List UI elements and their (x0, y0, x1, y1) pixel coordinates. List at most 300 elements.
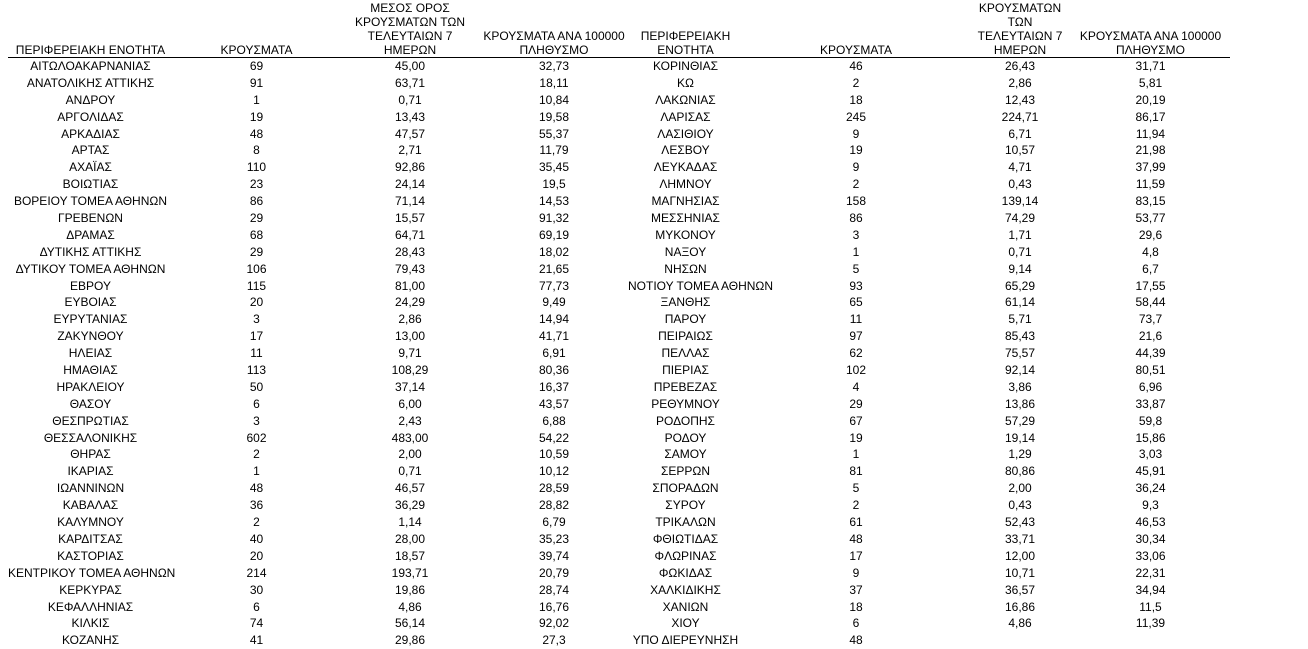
cell-per100k: 53,77 (1135, 211, 1166, 226)
cell-per100k: 55,37 (538, 126, 570, 141)
cell-per100k: 28,74 (538, 582, 570, 597)
cell-per100k: 6,91 (542, 346, 566, 361)
cell-avg7: 2,00 (1008, 481, 1032, 496)
table-row (8, 497, 628, 514)
cell-per100k: 77,73 (538, 278, 570, 293)
cell-region: ΤΡΙΚΑΛΩΝ (655, 515, 716, 530)
cell-per100k: 45,91 (1135, 464, 1166, 479)
table-row (8, 396, 628, 413)
table-row (628, 531, 1230, 548)
cell-cases: 2 (852, 498, 860, 513)
cell-region: ΠΕΛΛΑΣ (661, 346, 710, 361)
cell-per100k: 20,79 (538, 565, 570, 580)
cell-per100k: 5,81 (1138, 75, 1163, 90)
cell-region: ΙΩΑΝΝΙΝΩΝ (56, 481, 125, 496)
cell-region: ΣΠΟΡΑΔΩΝ (652, 481, 719, 496)
cell-per100k: 15,86 (1135, 430, 1166, 445)
cell-avg7: 6,71 (1008, 126, 1032, 141)
cell-cases: 1 (852, 244, 860, 259)
cell-region: ΒΟΡΕΙΟΥ ΤΟΜΕΑ ΑΘΗΝΩΝ (13, 194, 168, 209)
table-row (628, 227, 1230, 244)
cell-per100k: 80,51 (1135, 363, 1166, 378)
cell-per100k: 6,88 (542, 413, 566, 428)
cell-avg7: 13,86 (1004, 396, 1036, 411)
cell-avg7: 33,71 (1004, 531, 1036, 546)
cell-avg7: 1,14 (398, 515, 422, 530)
table-row (628, 294, 1230, 311)
cell-per100k: 10,59 (538, 447, 570, 462)
table-row (8, 379, 628, 396)
cell-region: ΡΟΔΟΥ (664, 430, 707, 445)
cell-region: ΠΑΡΟΥ (664, 312, 707, 327)
cell-region: ΓΡΕΒΕΝΩΝ (58, 211, 123, 226)
cell-region: ΔΡΑΜΑΣ (66, 227, 115, 242)
table-row (8, 328, 628, 345)
table-row (8, 193, 628, 210)
table-row (628, 193, 1230, 210)
table-row (628, 463, 1230, 480)
header-cases: ΚΡΟΥΣΜΑΤΑ (820, 43, 892, 57)
table-row (628, 548, 1230, 565)
table-row (628, 565, 1230, 582)
cell-region: ΒΟΙΩΤΙΑΣ (62, 177, 119, 192)
cell-per100k: 36,24 (1135, 481, 1166, 496)
cell-avg7: 61,14 (1004, 295, 1036, 310)
cell-avg7: 1,29 (1008, 447, 1032, 462)
cell-avg7: 139,14 (1001, 194, 1039, 209)
table-row (8, 463, 628, 480)
cell-region: ΡΕΘΥΜΝΟΥ (651, 396, 720, 411)
table-row (8, 159, 628, 176)
cell-avg7: 36,29 (394, 498, 426, 513)
header-region: ΠΕΡΙΦΕΡΕΙΑΚΗ ΕΝΟΤΗΤΑ (15, 43, 166, 57)
cell-cases: 86 (249, 194, 264, 209)
table-row (8, 514, 628, 531)
cell-cases: 93 (849, 278, 863, 293)
cell-cases: 19 (849, 430, 863, 445)
cell-cases: 41 (249, 633, 264, 648)
cell-region: ΙΚΑΡΙΑΣ (67, 464, 114, 479)
cell-per100k: 16,37 (538, 379, 570, 394)
cell-cases: 2 (852, 177, 860, 192)
table-row (628, 396, 1230, 413)
cell-region: ΑΡΤΑΣ (71, 143, 110, 158)
cell-avg7: 63,71 (394, 75, 426, 90)
cell-region: ΦΘΙΩΤΙΔΑΣ (652, 531, 719, 546)
table-row (628, 632, 1230, 649)
cell-avg7: 193,71 (391, 565, 429, 580)
table-row (8, 531, 628, 548)
cell-avg7: 0,71 (398, 464, 422, 479)
cell-cases: 3 (852, 227, 860, 242)
cell-per100k: 11,5 (1139, 599, 1162, 614)
table-row (628, 159, 1230, 176)
cell-per100k: 46,53 (1135, 515, 1166, 530)
cell-region: ΑΡΚΑΔΙΑΣ (61, 126, 120, 141)
cell-region: ΚΑΛΥΜΝΟΥ (57, 515, 124, 530)
cell-region: ΝΗΣΩΝ (664, 261, 707, 276)
cell-per100k: 11,79 (539, 143, 569, 158)
table-row (628, 497, 1230, 514)
cell-cases: 29 (249, 211, 264, 226)
cell-region: ΛΗΜΝΟΥ (659, 177, 712, 192)
header-per100k: ΚΡΟΥΣΜΑΤΑ ΑΝΑ 100000 ΠΛΗΘΥΣΜΟ (1079, 29, 1222, 57)
cell-avg7: 57,29 (1004, 413, 1036, 428)
cell-avg7: 9,71 (398, 346, 422, 361)
cell-cases: 48 (249, 481, 264, 496)
cell-per100k: 35,23 (538, 531, 570, 546)
cell-region: ΕΒΡΟΥ (70, 278, 111, 293)
table-row (628, 142, 1230, 159)
cell-per100k: 21,65 (538, 261, 570, 276)
cell-avg7: 75,57 (1004, 346, 1036, 361)
table-row (628, 480, 1230, 497)
cell-per100k: 73,7 (1138, 312, 1163, 327)
cell-avg7: 13,43 (394, 109, 426, 124)
table-body (8, 58, 628, 649)
cell-avg7: 4,86 (398, 599, 422, 614)
cell-region: ΗΡΑΚΛΕΙΟΥ (56, 379, 125, 394)
cell-per100k: 21,98 (1135, 143, 1166, 158)
table-row (628, 514, 1230, 531)
cell-per100k: 18,02 (538, 244, 570, 259)
cell-cases: 2 (852, 75, 860, 90)
cell-cases: 5 (852, 481, 860, 496)
cell-cases: 115 (246, 278, 267, 293)
cell-avg7: 5,71 (1008, 312, 1032, 327)
cell-cases: 11 (250, 346, 263, 361)
cell-per100k: 6,96 (1138, 379, 1163, 394)
cell-cases: 48 (849, 633, 863, 648)
cell-avg7: 65,29 (1004, 278, 1036, 293)
cell-avg7: 45,00 (394, 59, 426, 73)
right-table (628, 1, 1230, 649)
table-row (8, 176, 628, 193)
cell-cases: 48 (249, 126, 264, 141)
cell-avg7: 71,14 (394, 194, 426, 209)
cell-region: ΘΑΣΟΥ (69, 396, 112, 411)
header-per100k: ΚΡΟΥΣΜΑΤΑ ΑΝΑ 100000 ΠΛΗΘΥΣΜΟ (483, 29, 625, 57)
cell-avg7 (969, 632, 1071, 649)
cell-cases: 46 (849, 59, 863, 73)
cell-cases: 20 (249, 548, 264, 563)
cell-avg7: 28,00 (394, 531, 426, 546)
cell-avg7: 19,14 (1004, 430, 1036, 445)
cell-region: ΘΗΡΑΣ (70, 447, 111, 462)
cell-region: ΝΟΤΙΟΥ ΤΟΜΕΑ ΑΘΗΝΩΝ (628, 278, 774, 293)
table-row (628, 278, 1230, 295)
table-row (8, 294, 628, 311)
table-row (8, 126, 628, 143)
cell-region: ΜΥΚΟΝΟΥ (655, 227, 716, 242)
cell-avg7: 6,00 (398, 396, 422, 411)
table-row (8, 109, 628, 126)
table-row (8, 480, 628, 497)
cell-avg7: 0,71 (1008, 244, 1032, 259)
cell-cases: 29 (249, 244, 264, 259)
cell-cases: 9 (852, 565, 860, 580)
cell-cases: 37 (849, 582, 863, 597)
cell-per100k: 6,7 (1142, 261, 1159, 276)
cell-avg7: 26,43 (1004, 59, 1036, 73)
cell-per100k: 37,99 (1135, 160, 1166, 175)
cell-avg7: 74,29 (1004, 211, 1036, 226)
cell-avg7: 2,00 (398, 447, 422, 462)
cell-region: ΧΙΟΥ (671, 616, 700, 631)
table-row (628, 345, 1230, 362)
cell-cases: 5 (852, 261, 860, 276)
cell-per100k: 21,6 (1138, 329, 1163, 344)
cell-region: ΚΙΛΚΙΣ (71, 616, 110, 631)
table-row (8, 75, 628, 92)
cell-region: ΚΕΡΚΥΡΑΣ (59, 582, 122, 597)
cell-per100k: 28,59 (538, 481, 570, 496)
cell-cases: 6 (253, 599, 260, 614)
table-row (8, 210, 628, 227)
cell-avg7: 29,86 (394, 633, 426, 648)
cell-cases: 61 (849, 515, 863, 530)
table-row (628, 599, 1230, 616)
cell-region: ΕΥΒΟΙΑΣ (64, 295, 117, 310)
cell-per100k: 31,71 (1135, 59, 1166, 73)
cell-cases: 602 (246, 430, 267, 445)
table-row (8, 278, 628, 295)
cell-avg7: 13,00 (394, 329, 426, 344)
cell-cases: 3 (253, 312, 260, 327)
cell-per100k: 9,49 (542, 295, 566, 310)
cell-per100k: 29,6 (1138, 227, 1163, 242)
table-row (8, 615, 628, 632)
cell-cases: 106 (246, 261, 267, 276)
cell-avg7: 24,29 (394, 295, 426, 310)
cell-per100k: 69,19 (538, 227, 570, 242)
cell-region: ΑΙΤΩΛΟΑΚΑΡΝΑΝΙΑΣ (30, 59, 151, 73)
cell-avg7: 24,14 (394, 177, 426, 192)
cell-region: ΚΩ (677, 75, 694, 90)
cell-cases: 97 (849, 329, 863, 344)
cell-region: ΡΟΔΟΠΗΣ (656, 413, 715, 428)
cell-per100k: 11,59 (1135, 177, 1166, 192)
cell-region: ΜΑΓΝΗΣΙΑΣ (651, 194, 720, 209)
cell-avg7: 16,86 (1004, 599, 1036, 614)
cell-avg7: 36,57 (1004, 582, 1036, 597)
cell-per100k: 91,32 (538, 211, 570, 226)
cell-per100k: 32,73 (538, 59, 570, 73)
cell-cases: 36 (249, 498, 264, 513)
table-row (8, 345, 628, 362)
table-row (628, 261, 1230, 278)
table-row (628, 75, 1230, 92)
cell-region: ΣΥΡΟΥ (665, 498, 706, 513)
cell-per100k: 59,8 (1138, 413, 1163, 428)
cell-cases: 245 (845, 109, 867, 124)
cell-region: ΜΕΣΣΗΝΙΑΣ (651, 211, 720, 226)
cell-region: ΥΠΟ ΔΙΕΡΕΥΝΗΣΗ (632, 633, 739, 648)
table-header (628, 1, 1230, 58)
cell-cases: 17 (249, 329, 264, 344)
table-row (8, 413, 628, 430)
cell-avg7: 12,43 (1004, 92, 1036, 107)
table-row (628, 430, 1230, 447)
table-row (628, 615, 1230, 632)
cell-cases: 62 (849, 346, 863, 361)
cell-cases: 1 (852, 447, 860, 462)
header-region: ΠΕΡΙΦΕΡΕΙΑΚΗ ΕΝΟΤΗΤΑ (640, 29, 731, 57)
cell-cases: 102 (845, 363, 867, 378)
table-row (8, 58, 628, 75)
cell-avg7: 81,00 (394, 278, 426, 293)
cell-region: ΣΕΡΡΩΝ (660, 464, 711, 479)
cell-region: ΖΑΚΥΝΘΟΥ (57, 329, 124, 344)
cell-avg7: 56,14 (394, 616, 426, 631)
cell-per100k: 14,53 (538, 194, 570, 209)
cell-cases: 19 (249, 109, 264, 124)
cell-cases: 23 (249, 177, 264, 192)
cell-cases: 158 (845, 194, 867, 209)
cell-region: ΔΥΤΙΚΟΥ ΤΟΜΕΑ ΑΘΗΝΩΝ (15, 261, 166, 276)
cell-avg7: 37,14 (394, 379, 426, 394)
cell-cases: 65 (849, 295, 863, 310)
cell-avg7: 0,43 (1008, 498, 1032, 513)
cell-cases: 17 (849, 548, 863, 563)
cell-region: ΚΕΦΑΛΛΗΝΙΑΣ (47, 599, 134, 614)
cell-per100k: 4,8 (1142, 244, 1159, 259)
cell-region: ΚΟΖΑΝΗΣ (61, 633, 120, 648)
table-row (8, 244, 628, 261)
cell-cases: 68 (249, 227, 264, 242)
cell-region: ΗΜΑΘΙΑΣ (63, 363, 118, 378)
cell-per100k: 41,71 (538, 329, 570, 344)
cell-cases: 67 (849, 413, 863, 428)
table-row (628, 413, 1230, 430)
cell-avg7: 224,71 (1001, 109, 1039, 124)
cell-region: ΠΕΙΡΑΙΩΣ (658, 329, 713, 344)
cell-per100k: 35,45 (538, 160, 570, 175)
table-row (628, 58, 1230, 75)
cell-region: ΛΑΡΙΣΑΣ (660, 109, 711, 124)
cell-avg7: 47,57 (394, 126, 426, 141)
cell-cases: 11 (849, 312, 863, 327)
cell-cases: 2 (253, 515, 260, 530)
cell-cases: 4 (852, 379, 860, 394)
table-row (8, 446, 628, 463)
cell-per100k: 33,87 (1135, 396, 1166, 411)
cell-avg7: 1,71 (1008, 227, 1032, 242)
table-row (8, 632, 628, 649)
cell-avg7: 52,43 (1004, 515, 1036, 530)
cell-region: ΛΕΥΚΑΔΑΣ (653, 160, 718, 175)
cell-avg7: 19,86 (394, 582, 426, 597)
cell-region: ΚΟΡΙΝΘΙΑΣ (652, 59, 719, 73)
cell-cases: 91 (249, 75, 264, 90)
cell-cases: 1 (253, 92, 260, 107)
cell-cases: 19 (849, 143, 863, 158)
cell-avg7: 2,86 (1008, 75, 1032, 90)
header-cases: ΚΡΟΥΣΜΑΤΑ (220, 43, 293, 57)
cell-region: ΚΑΣΤΟΡΙΑΣ (57, 548, 124, 563)
table-row (628, 126, 1230, 143)
cell-per100k: 6,79 (542, 515, 566, 530)
cell-avg7: 15,57 (394, 211, 426, 226)
table-row (628, 582, 1230, 599)
cell-cases: 113 (246, 363, 267, 378)
cell-avg7: 108,29 (391, 363, 429, 378)
cell-cases: 110 (246, 160, 267, 175)
cell-avg7: 2,43 (398, 413, 422, 428)
cell-region: ΔΥΤΙΚΗΣ ΑΤΤΙΚΗΣ (39, 244, 142, 259)
cell-per100k: 83,15 (1135, 194, 1166, 209)
cell-avg7: 3,86 (1008, 379, 1032, 394)
cell-per100k: 19,58 (538, 109, 570, 124)
cell-per100k: 34,94 (1135, 582, 1166, 597)
cell-per100k: 54,22 (538, 430, 570, 445)
table-row (628, 109, 1230, 126)
table-row (8, 227, 628, 244)
cell-per100k (1071, 632, 1230, 649)
cell-avg7: 18,57 (394, 548, 426, 563)
left-table (8, 1, 628, 649)
cell-per100k: 17,55 (1135, 278, 1166, 293)
table-row (628, 446, 1230, 463)
cell-region: ΛΕΣΒΟΥ (661, 143, 710, 158)
cell-region: ΦΩΚΙΔΑΣ (658, 565, 713, 580)
cell-cases: 1 (253, 464, 260, 479)
cell-region: ΑΝΔΡΟΥ (65, 92, 116, 107)
cell-per100k: 86,17 (1135, 109, 1166, 124)
cell-cases: 9 (852, 126, 860, 141)
cell-per100k: 20,19 (1135, 92, 1166, 107)
cell-region: ΠΡΕΒΕΖΑΣ (653, 379, 718, 394)
cell-cases: 9 (852, 160, 860, 175)
cell-per100k: 58,44 (1135, 295, 1166, 310)
cell-cases: 2 (253, 447, 260, 462)
cell-avg7: 80,86 (1004, 464, 1036, 479)
cell-region: ΑΧΑΪΑΣ (69, 160, 112, 175)
cell-region: ΘΕΣΣΑΛΟΝΙΚΗΣ (43, 430, 138, 445)
cell-per100k: 22,31 (1135, 565, 1166, 580)
table-row (628, 92, 1230, 109)
cell-avg7: 2,71 (398, 143, 422, 158)
cell-cases: 3 (253, 413, 260, 428)
cell-cases: 86 (849, 211, 863, 226)
header-avg7: ΚΡΟΥΣΜΑΤΩΝ ΤΩΝ ΤΕΛΕΥΤΑΙΩΝ 7 ΗΜΕΡΩΝ (977, 1, 1063, 57)
cell-per100k: 92,02 (538, 616, 570, 631)
cell-region: ΠΙΕΡΙΑΣ (662, 363, 709, 378)
cell-cases: 69 (249, 59, 264, 73)
cell-cases: 74 (249, 616, 264, 631)
table-row (8, 142, 628, 159)
cell-avg7: 0,71 (398, 92, 422, 107)
table-row (8, 261, 628, 278)
table-row (628, 311, 1230, 328)
cell-per100k: 10,12 (538, 464, 570, 479)
cell-region: ΦΛΩΡΙΝΑΣ (654, 548, 717, 563)
cell-per100k: 10,84 (538, 92, 570, 107)
table-row (628, 362, 1230, 379)
cell-avg7: 46,57 (394, 481, 426, 496)
cell-per100k: 3,03 (1138, 447, 1163, 462)
cell-avg7: 79,43 (394, 261, 426, 276)
table-row (8, 92, 628, 109)
table-row (628, 244, 1230, 261)
table-body (628, 58, 1230, 649)
cell-per100k: 39,74 (538, 548, 570, 563)
cell-cases: 81 (849, 464, 863, 479)
table-header (8, 1, 628, 58)
cell-avg7: 10,57 (1004, 143, 1036, 158)
table-row (8, 599, 628, 616)
table-row (628, 210, 1230, 227)
